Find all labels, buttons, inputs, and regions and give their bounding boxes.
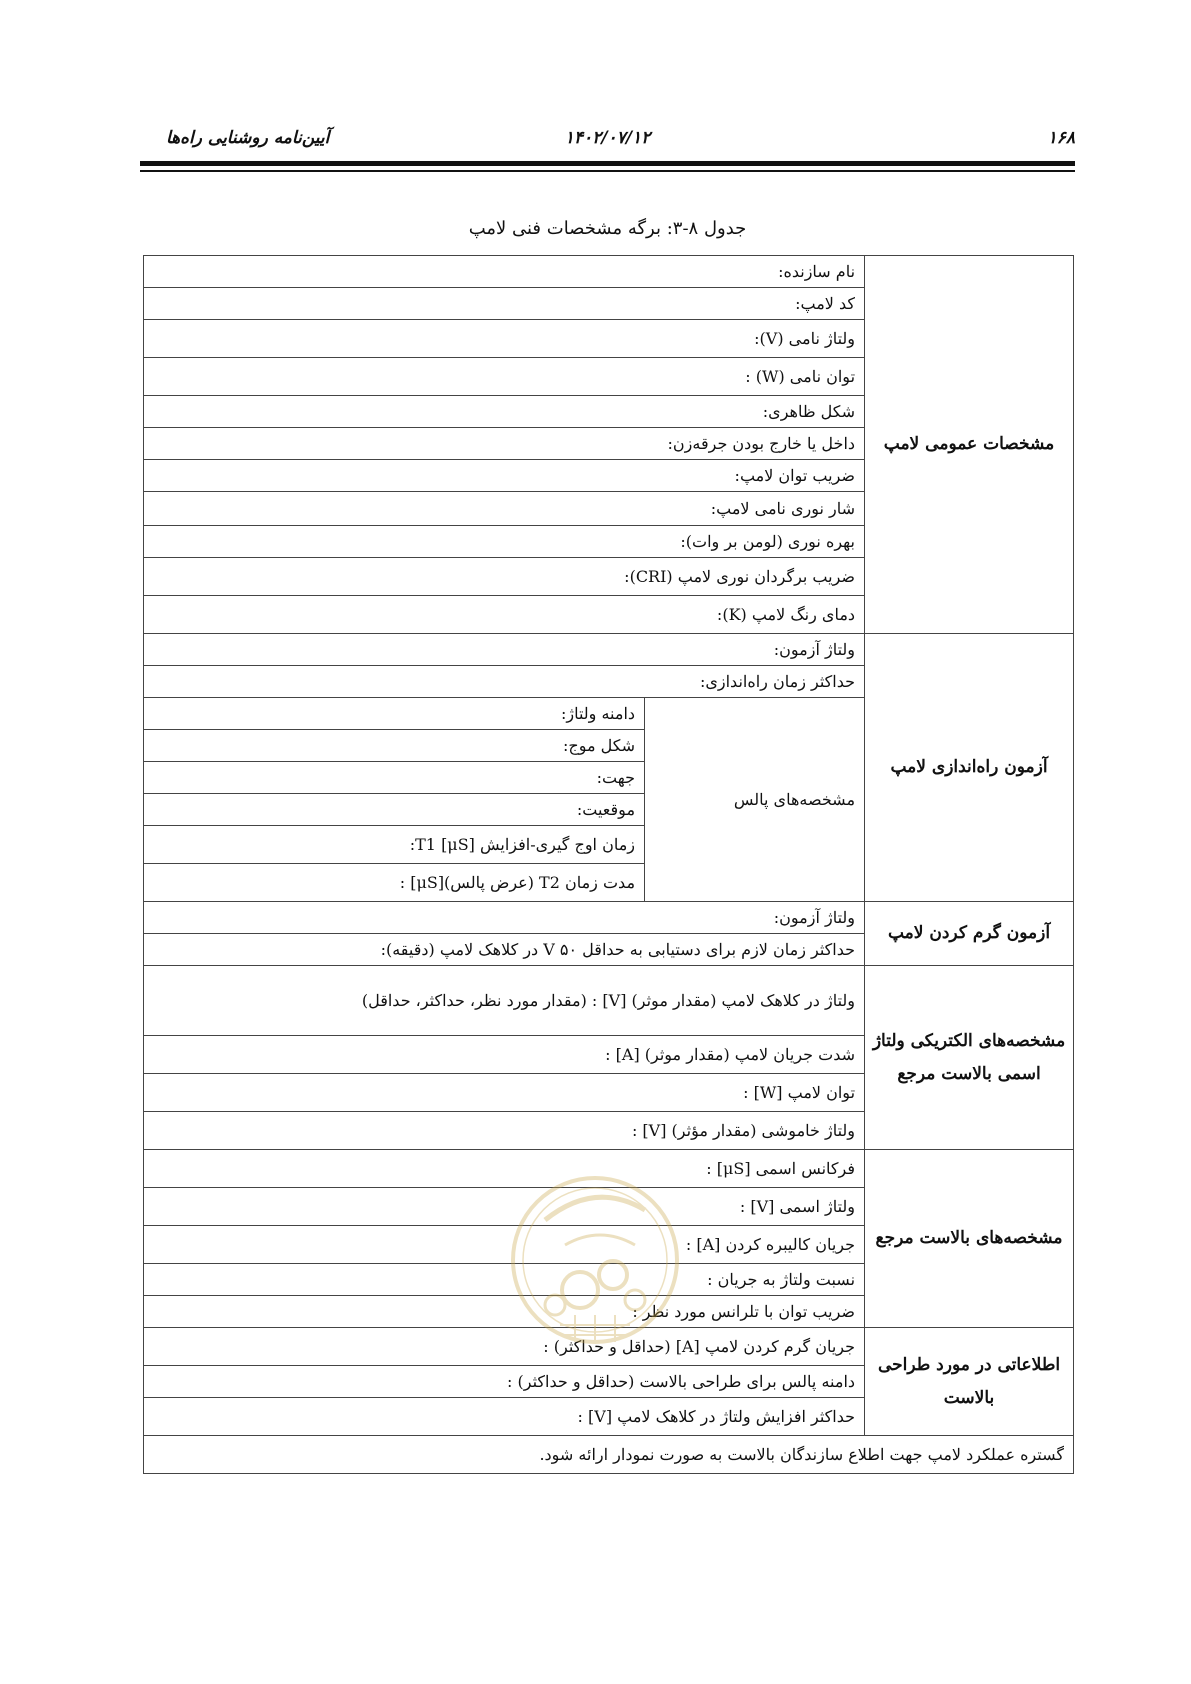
general-row: بهره نوری (لومن بر وات): [144,526,865,558]
general-row: شکل ظاهری: [144,396,865,428]
ballast-row: فرکانس اسمی [μS] : [144,1150,865,1188]
ballast-row: ضریب توان با تلرانس مورد نظر : [144,1296,865,1328]
page-number: ۱۶۸ [1047,128,1075,148]
general-row: شار نوری نامی لامپ: [144,492,865,526]
design-row: جریان گرم کردن لامپ [A] (حداقل و حداکثر) : [144,1328,865,1366]
page-header [140,128,1075,158]
section-electrical-title: مشخصه‌های الکتریکی ولتاژ اسمی بالاست مرجع [865,966,1074,1150]
ballast-row: ولتاژ اسمی [V] : [144,1188,865,1226]
pulse-row: موقعیت: [144,794,645,826]
electrical-row: توان لامپ [W] : [144,1074,865,1112]
electrical-row: شدت جریان لامپ (مقدار موثر) [A] : [144,1036,865,1074]
electrical-row: ولتاژ خاموشی (مقدار مؤثر) [V] : [144,1112,865,1150]
general-row: ضریب توان لامپ: [144,460,865,492]
warmup-row: حداکثر زمان لازم برای دستیابی به حداقل ۵۰ V در کلاهک لامپ (دقیقه): [144,934,865,966]
general-row: نام سازنده: [144,256,865,288]
section-design-title: اطلاعاتی در مورد طراحی بالاست [865,1328,1074,1436]
startup-row: ولتاژ آزمون: [144,634,865,666]
general-row: کد لامپ: [144,288,865,320]
pulse-row: مدت زمان T2 (عرض پالس)[μS] : [144,864,645,902]
header-document-title: آیین‌نامه روشنایی راه‌ها [166,128,330,148]
startup-row: حداکثر زمان راه‌اندازی: [144,666,865,698]
header-rule-thin [140,170,1075,172]
warmup-row: ولتاژ آزمون: [144,902,865,934]
section-warmup-title: آزمون گرم کردن لامپ [865,902,1074,966]
general-row: داخل یا خارج بودن جرقه‌زن: [144,428,865,460]
table-footer-note: گستره عملکرد لامپ جهت اطلاع سازندگان بالاست به صورت نمودار ارائه شود. [144,1436,1074,1474]
pulse-row: زمان اوج گیری-افزایش T1 [μS]: [144,826,645,864]
table-caption: جدول ۸-۳: برگه مشخصات فنی لامپ [468,218,747,239]
design-row: حداکثر افزایش ولتاژ در کلاهک لامپ [V] : [144,1398,865,1436]
pulse-row: جهت: [144,762,645,794]
general-row: ضریب برگردان نوری لامپ (CRI): [144,558,865,596]
pulse-row: دامنه ولتاژ: [144,698,645,730]
general-row: توان نامی (W) : [144,358,865,396]
header-rule-thick [140,161,1075,166]
design-row: دامنه پالس برای طراحی بالاست (حداقل و حداکثر) : [144,1366,865,1398]
section-startup-title: آزمون راه‌اندازی لامپ [865,634,1074,902]
ballast-row: جریان کالیبره کردن [A] : [144,1226,865,1264]
watermark-logo-icon [505,1150,685,1360]
ballast-row: نسبت ولتاژ به جریان : [144,1264,865,1296]
electrical-row: ولتاژ در کلاهک لامپ (مقدار موثر) [V] : (مقدار مورد نظر، حداکثر، حداقل) [144,966,865,1036]
pulse-row: شکل موج: [144,730,645,762]
section-general-title: مشخصات عمومی لامپ [865,256,1074,634]
header-date: ۱۴۰۲/۰۷/۱۲ [564,128,651,148]
general-row: ولتاژ نامی (V): [144,320,865,358]
pulse-characteristics-label: مشخصه‌های پالس [645,698,865,902]
general-row: دمای رنگ لامپ (K): [144,596,865,634]
section-ballast-title: مشخصه‌های بالاست مرجع [865,1150,1074,1328]
